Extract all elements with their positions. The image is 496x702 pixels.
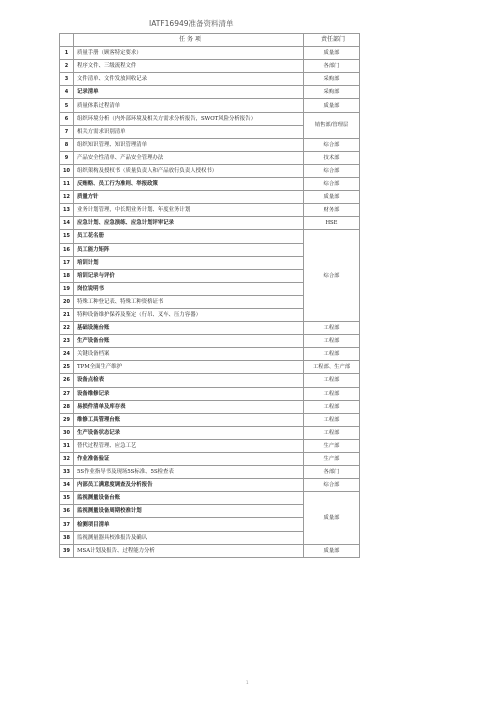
row-task: 设备维修记录	[74, 387, 304, 400]
row-number: 33	[60, 466, 74, 479]
row-task: 生产设备台账	[74, 335, 304, 348]
table-row	[60, 151, 360, 164]
row-task: 组织知识管理、知识管理清单	[74, 138, 304, 151]
row-department: 工程部	[304, 335, 360, 348]
row-task: 员工能力矩阵	[74, 243, 304, 256]
header-department: 责任部门	[304, 34, 360, 47]
row-number: 32	[60, 453, 74, 466]
row-task: 特种设备维护保养及鉴定（行吊、叉车、压力容器）	[74, 308, 304, 321]
row-task: 基础设施台账	[74, 322, 304, 335]
materials-table	[59, 33, 360, 558]
row-number: 13	[60, 204, 74, 217]
row-task: 监视测量器具校准报告及确认	[74, 531, 304, 544]
row-department: 工程部	[304, 387, 360, 400]
table-row	[60, 335, 360, 348]
row-number: 24	[60, 348, 74, 361]
row-task: 应急计划、应急演练、应急计划评审记录	[74, 217, 304, 230]
row-number: 21	[60, 308, 74, 321]
row-number: 9	[60, 151, 74, 164]
table-row	[60, 439, 360, 452]
row-department: 工程部	[304, 413, 360, 426]
row-department: 采购部	[304, 86, 360, 99]
table-row	[60, 466, 360, 479]
page-number: 1	[246, 680, 249, 685]
row-department: 销售部/管理层	[304, 112, 360, 138]
row-department: 质量部	[304, 47, 360, 60]
table-row	[60, 544, 360, 557]
row-department: 质量部	[304, 492, 360, 544]
row-task: 培训记录与评价	[74, 269, 304, 282]
row-department: 工程部、生产部	[304, 361, 360, 374]
row-number: 39	[60, 544, 74, 557]
row-number: 23	[60, 335, 74, 348]
row-number: 36	[60, 505, 74, 518]
row-task: 岗位说明书	[74, 282, 304, 295]
row-number: 10	[60, 164, 74, 177]
row-number: 5	[60, 99, 74, 112]
row-task: 检测项目清单	[74, 518, 304, 531]
row-task: 员工花名册	[74, 230, 304, 243]
row-number: 31	[60, 439, 74, 452]
row-task: 特殊工种登记表、特殊工种资格证书	[74, 295, 304, 308]
row-department: 采购部	[304, 73, 360, 86]
row-number: 7	[60, 125, 74, 138]
row-task: TPM全面生产维护	[74, 361, 304, 374]
row-number: 8	[60, 138, 74, 151]
row-department: 技术部	[304, 151, 360, 164]
table-header-row	[60, 34, 360, 47]
row-number: 2	[60, 60, 74, 73]
row-task: 监视测量设备周期校准计划	[74, 505, 304, 518]
row-number: 12	[60, 191, 74, 204]
row-number: 16	[60, 243, 74, 256]
document-title: IATF16949准备资料清单	[149, 19, 234, 28]
table-row	[60, 217, 360, 230]
table-row	[60, 86, 360, 99]
table-row	[60, 138, 360, 151]
table-row	[60, 322, 360, 335]
row-task: 程序文件、三级流程文件	[74, 60, 304, 73]
table-row	[60, 479, 360, 492]
row-department: 综合部	[304, 479, 360, 492]
table-row	[60, 230, 360, 243]
row-number: 29	[60, 413, 74, 426]
table-row	[60, 47, 360, 60]
row-task: 内部员工满意度调查及分析报告	[74, 479, 304, 492]
row-task: 培训计划	[74, 256, 304, 269]
row-task: 作业准备验证	[74, 453, 304, 466]
table-row	[60, 178, 360, 191]
row-department: 各部门	[304, 466, 360, 479]
header-task: 任 务 项	[74, 34, 304, 47]
row-number: 15	[60, 230, 74, 243]
row-task: 设备点检表	[74, 374, 304, 387]
row-task: 质量方针	[74, 191, 304, 204]
row-department: 质量部	[304, 99, 360, 112]
row-department: 财务部	[304, 204, 360, 217]
row-task: 关键设备档案	[74, 348, 304, 361]
table-row	[60, 73, 360, 86]
row-task: 业务计划管理，中长期业务计划、年度业务计划	[74, 204, 304, 217]
row-department: 工程部	[304, 374, 360, 387]
row-number: 30	[60, 426, 74, 439]
row-task: 相关方需求识别清单	[74, 125, 304, 138]
row-number: 35	[60, 492, 74, 505]
header-number	[60, 34, 74, 47]
row-department: 工程部	[304, 348, 360, 361]
row-number: 14	[60, 217, 74, 230]
table-row	[60, 99, 360, 112]
row-task: 组织架构及授权书（质量负责人和产品放行负责人授权书）	[74, 164, 304, 177]
row-department: 生产部	[304, 453, 360, 466]
row-task: 维修工具管理台账	[74, 413, 304, 426]
table-row	[60, 387, 360, 400]
row-task: 文件清单、文件发放回收记录	[74, 73, 304, 86]
row-number: 18	[60, 269, 74, 282]
row-number: 1	[60, 47, 74, 60]
table-row	[60, 164, 360, 177]
row-number: 11	[60, 178, 74, 191]
row-department: 综合部	[304, 138, 360, 151]
row-number: 19	[60, 282, 74, 295]
row-task: 质量手册（顾客特定要求）	[74, 47, 304, 60]
table-row	[60, 426, 360, 439]
row-task: 记录清单	[74, 86, 304, 99]
table-row	[60, 453, 360, 466]
row-number: 38	[60, 531, 74, 544]
row-number: 34	[60, 479, 74, 492]
row-task: 5S作业指导书及现场5S标准、5S检查表	[74, 466, 304, 479]
row-department: HSE	[304, 217, 360, 230]
row-number: 20	[60, 295, 74, 308]
table-body	[60, 47, 360, 558]
table-row	[60, 374, 360, 387]
row-number: 27	[60, 387, 74, 400]
row-number: 3	[60, 73, 74, 86]
row-number: 37	[60, 518, 74, 531]
row-task: 组织环境分析（内外部环境及相关方需求分析报告，SWOT风险分析报告）	[74, 112, 304, 125]
row-number: 22	[60, 322, 74, 335]
row-task: 生产设备状态记录	[74, 426, 304, 439]
table-row	[60, 112, 360, 125]
row-department: 各部门	[304, 60, 360, 73]
table-row	[60, 492, 360, 505]
row-number: 26	[60, 374, 74, 387]
row-number: 25	[60, 361, 74, 374]
table-row	[60, 361, 360, 374]
row-department: 综合部	[304, 230, 360, 322]
table-row	[60, 191, 360, 204]
row-department: 工程部	[304, 322, 360, 335]
table-row	[60, 60, 360, 73]
row-department: 质量部	[304, 544, 360, 557]
table-row	[60, 348, 360, 361]
row-task: 易损件清单及库存表	[74, 400, 304, 413]
row-task: 质量体系过程清单	[74, 99, 304, 112]
table-row	[60, 400, 360, 413]
row-department: 质量部	[304, 191, 360, 204]
row-task: 反贿赂、员工行为准则、举报政策	[74, 178, 304, 191]
row-number: 4	[60, 86, 74, 99]
row-number: 28	[60, 400, 74, 413]
row-department: 综合部	[304, 164, 360, 177]
row-task: 产品安全性清单、产品安全管理办法	[74, 151, 304, 164]
row-task: 监视测量设备台账	[74, 492, 304, 505]
row-department: 工程部	[304, 426, 360, 439]
row-number: 17	[60, 256, 74, 269]
row-task: MSA计划及报告、过程能力分析	[74, 544, 304, 557]
row-task: 替代过程管理、应急工艺	[74, 439, 304, 452]
row-department: 工程部	[304, 400, 360, 413]
row-department: 生产部	[304, 439, 360, 452]
table-row	[60, 204, 360, 217]
row-department: 综合部	[304, 178, 360, 191]
table-row	[60, 413, 360, 426]
row-number: 6	[60, 112, 74, 125]
